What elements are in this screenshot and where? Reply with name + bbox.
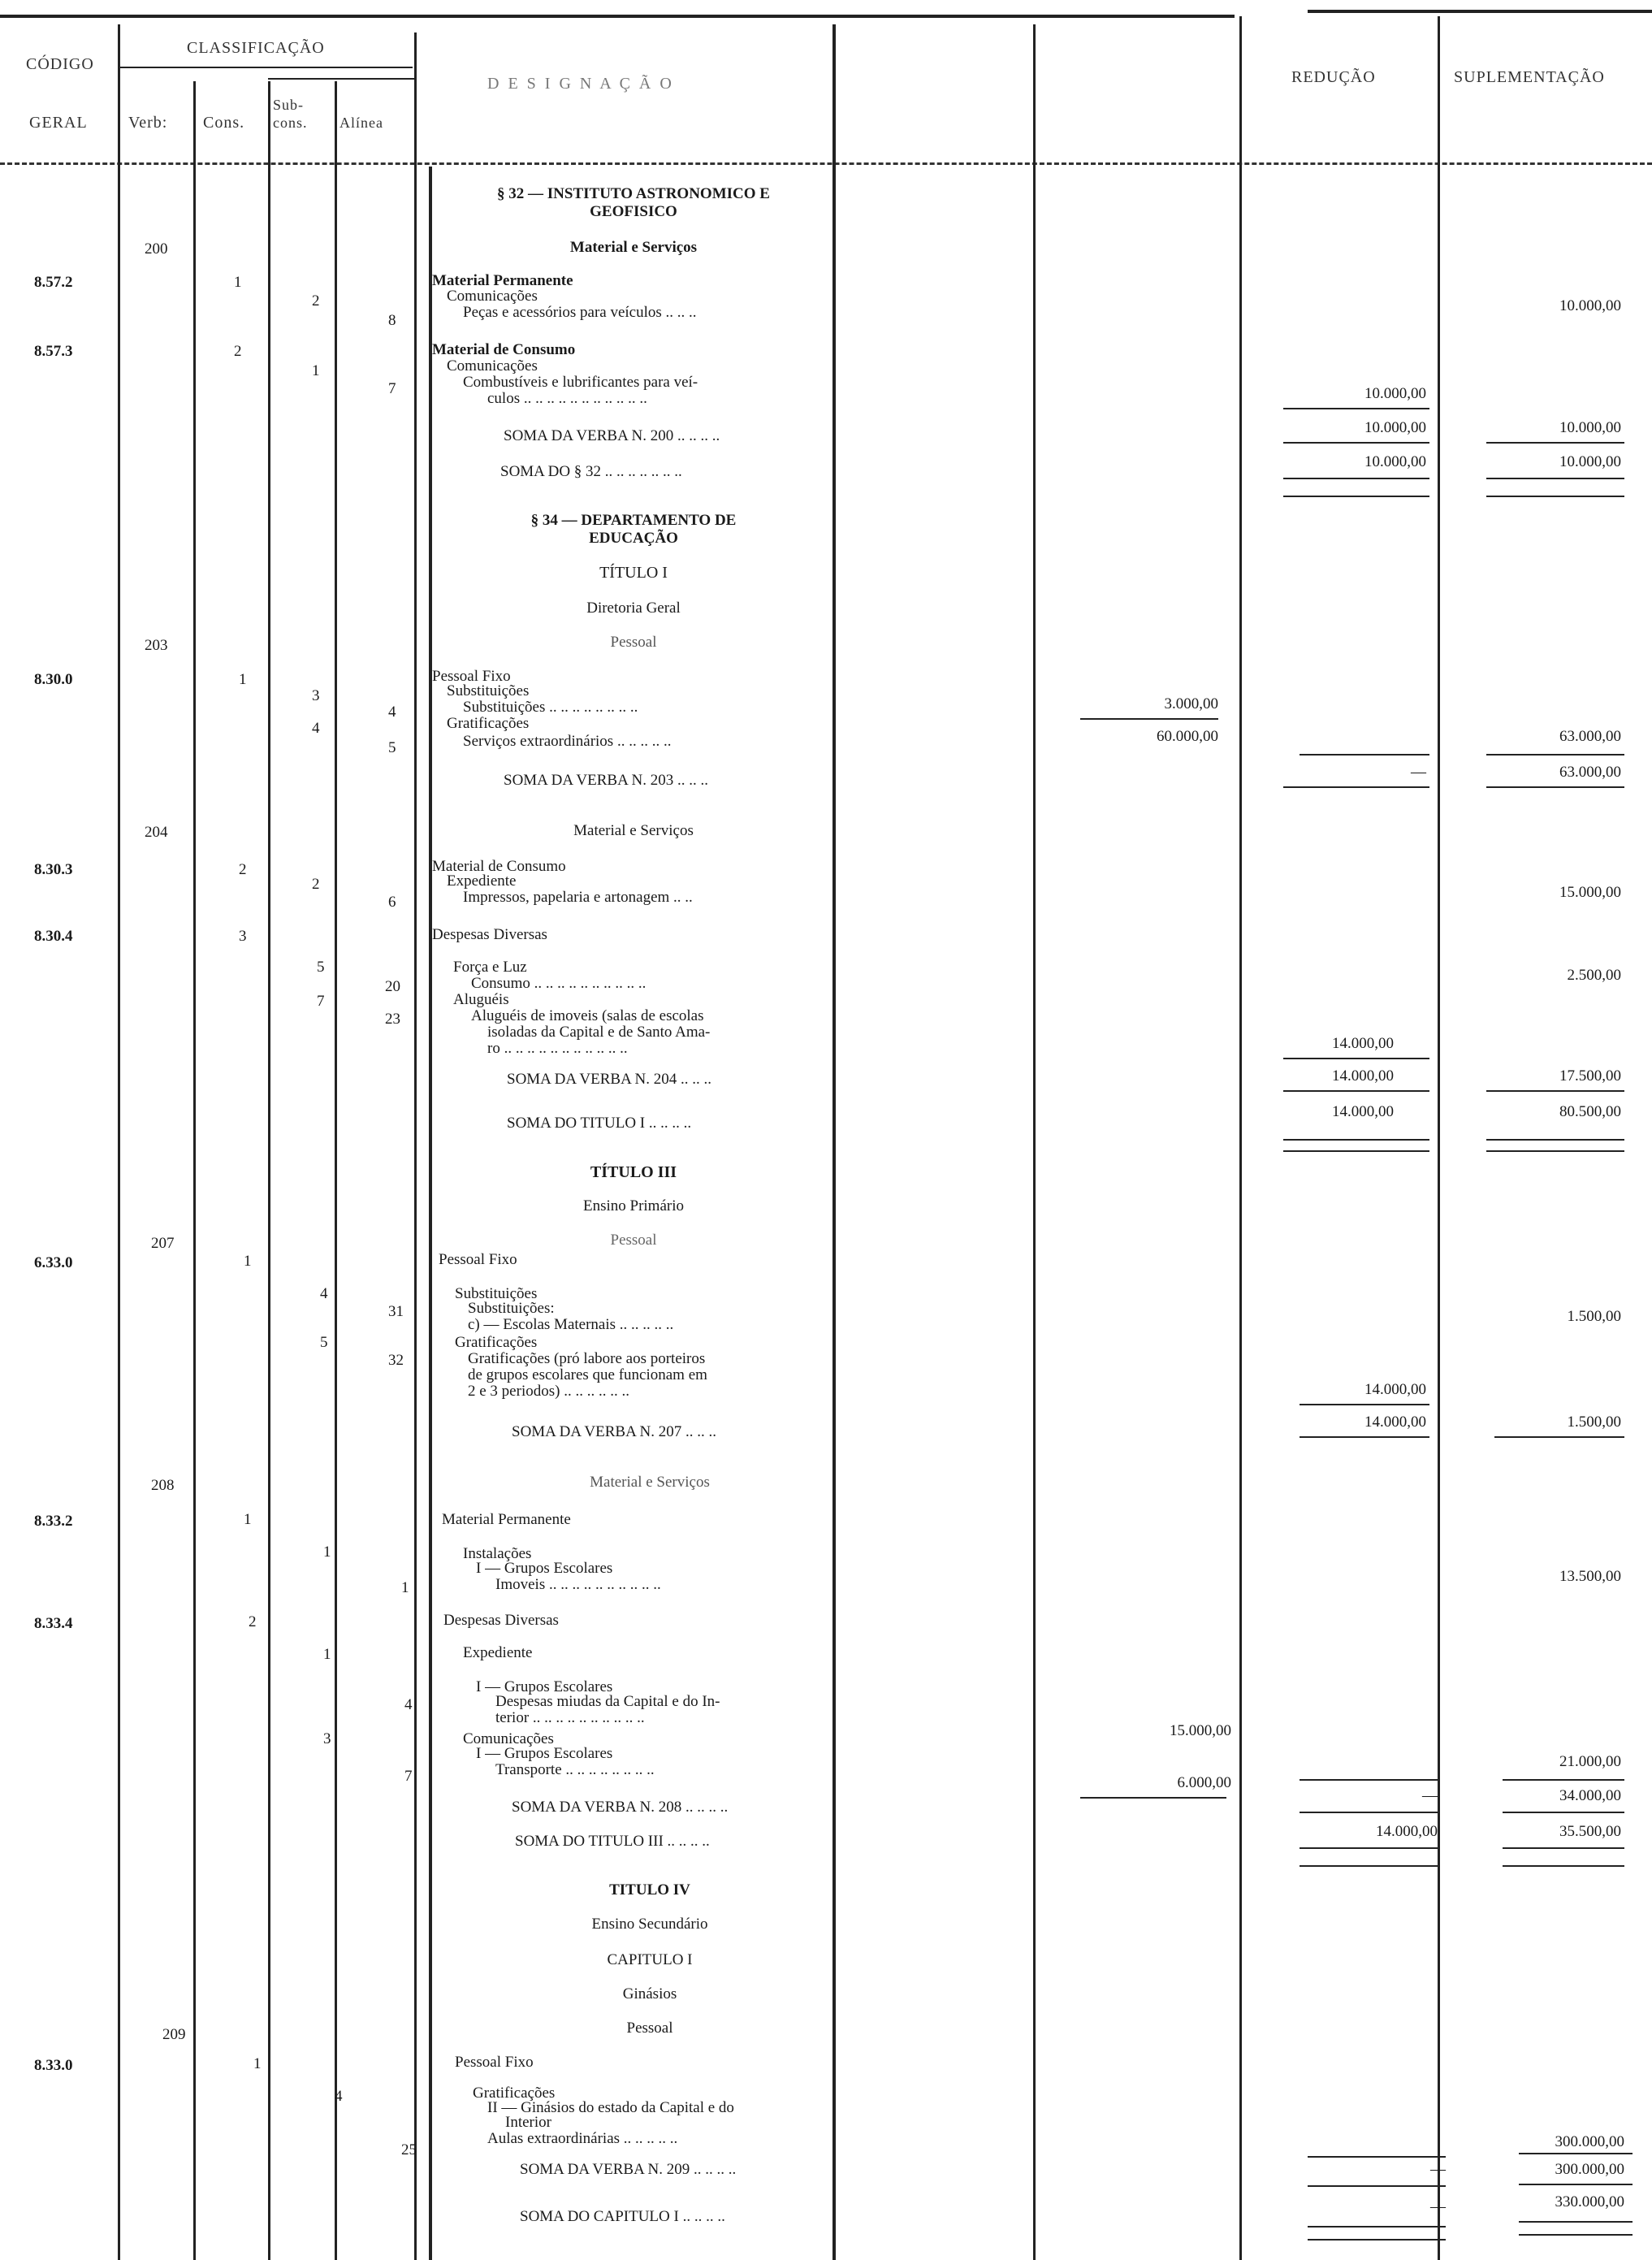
row-text: Comunicações (447, 288, 538, 305)
row-subcons: 1 (312, 362, 320, 379)
suplementacao-double-underline (1486, 1139, 1624, 1141)
row-text: Expediente (463, 1644, 533, 1661)
suplementacao-underline (1519, 2153, 1633, 2154)
header-cons: Cons. (203, 114, 245, 132)
row-verba: 203 (145, 637, 168, 654)
row-text: Despesas Diversas (432, 926, 547, 943)
suplementacao-underline (1519, 2184, 1633, 2185)
row-reducao: 10.000,00 (1364, 419, 1426, 436)
row-heading: Material e Serviços (590, 1474, 710, 1491)
row-total: SOMA DO TITULO III .. .. .. .. (515, 1833, 710, 1850)
row-total: SOMA DA VERBA N. 200 .. .. .. .. (504, 427, 720, 444)
row-reducao: — (1430, 2198, 1446, 2215)
row-reducao: 14.000,00 (1376, 1823, 1438, 1840)
row-total: SOMA DA VERBA N. 207 .. .. .. (512, 1423, 716, 1440)
row-reducao: 14.000,00 (1332, 1067, 1394, 1085)
reducao-double-underline (1300, 1865, 1438, 1867)
row-col4: 3.000,00 (1164, 695, 1218, 712)
row-text: terior .. .. .. .. .. .. .. .. .. .. (495, 1709, 645, 1726)
row-alinea: 1 (401, 1579, 409, 1596)
reducao-underline (1308, 2156, 1446, 2158)
row-section-title: TITULO IV (609, 1881, 690, 1898)
reducao-underline (1300, 1779, 1438, 1781)
row-verba: 200 (145, 240, 168, 258)
suplementacao-underline (1486, 786, 1624, 788)
row-suplementacao: 1.500,00 (1567, 1414, 1621, 1431)
row-text: Imoveis .. .. .. .. .. .. .. .. .. .. (495, 1576, 661, 1593)
row-suplementacao: 10.000,00 (1559, 297, 1621, 314)
row-text: Material Permanente (432, 272, 573, 289)
row-cons: 1 (244, 1511, 252, 1528)
header-designacao: D E S I G N A Ç Ã O (487, 75, 674, 93)
row-alinea: 20 (385, 978, 400, 995)
header-suplementacao: SUPLEMENTAÇÃO (1454, 68, 1605, 86)
col-rule-verba (193, 81, 196, 2260)
subcons-underline (268, 78, 414, 80)
row-heading: Pessoal (610, 634, 657, 651)
row-heading: Pessoal (610, 1232, 657, 1249)
row-suplementacao: 35.500,00 (1559, 1823, 1621, 1840)
row-text: Comunicações (463, 1730, 554, 1747)
row-total: SOMA DA VERBA N. 209 .. .. .. .. (520, 2161, 737, 2178)
col-rule-subcons (335, 81, 337, 2260)
col-rule-reducao (1239, 16, 1242, 2260)
row-codigo: 8.57.3 (34, 343, 73, 360)
reducao-underline (1283, 1090, 1429, 1092)
row-alinea: 4 (388, 704, 396, 721)
row-col4: 6.000,00 (1177, 1774, 1231, 1791)
row-alinea: 8 (388, 312, 396, 329)
row-cons: 1 (253, 2055, 262, 2072)
suplementacao-underline (1486, 754, 1624, 755)
row-suplementacao: 2.500,00 (1567, 967, 1621, 984)
row-subcons: 2 (312, 876, 320, 893)
row-suplementacao: 10.000,00 (1559, 453, 1621, 470)
row-text: de grupos escolares que funcionam em (468, 1366, 707, 1383)
row-text: Substituições (455, 1285, 538, 1302)
row-text: Combustíveis e lubrificantes para veí- (463, 374, 698, 391)
row-total: SOMA DA VERBA N. 208 .. .. .. .. (512, 1799, 729, 1816)
row-codigo: 8.30.3 (34, 861, 73, 878)
row-heading: Material e Serviços (569, 239, 698, 256)
row-reducao: 10.000,00 (1364, 385, 1426, 402)
reducao-underline (1300, 754, 1429, 755)
suplementacao-double-underline (1486, 496, 1624, 497)
row-suplementacao: 1.500,00 (1567, 1308, 1621, 1325)
row-suplementacao: 300.000,00 (1555, 2133, 1624, 2150)
classificacao-underline (120, 67, 413, 68)
row-cons: 1 (234, 274, 242, 291)
row-text: Peças e acessórios para veículos .. .. .. (463, 304, 697, 321)
col-rule-cons (268, 81, 270, 2260)
row-reducao: — (1411, 764, 1426, 781)
row-section-title: EDUCAÇÃO (589, 530, 678, 547)
row-suplementacao: 63.000,00 (1559, 728, 1621, 745)
row-text: Substituições (447, 682, 530, 699)
row-text: Material de Consumo (432, 341, 576, 358)
row-codigo: 8.30.0 (34, 671, 73, 688)
row-verba: 209 (162, 2026, 186, 2043)
row-text: c) — Escolas Maternais .. .. .. .. .. (468, 1316, 674, 1333)
row-subcons: 4 (335, 2088, 343, 2105)
row-text: Pessoal Fixo (439, 1251, 517, 1268)
row-verba: 208 (151, 1477, 175, 1494)
row-total: SOMA DO § 32 .. .. .. .. .. .. .. (500, 463, 682, 480)
row-alinea: 5 (388, 739, 396, 756)
row-suplementacao: 300.000,00 (1555, 2161, 1624, 2178)
row-text: isoladas da Capital e de Santo Ama- (487, 1024, 711, 1041)
suplementacao-underline (1503, 1779, 1624, 1781)
row-subcons: 1 (323, 1646, 331, 1663)
row-suplementacao: 34.000,00 (1559, 1787, 1621, 1804)
reducao-underline (1300, 1436, 1429, 1438)
row-subcons: 5 (320, 1334, 328, 1351)
row-section-title: TÍTULO III (590, 1163, 677, 1181)
row-suplementacao: 330.000,00 (1555, 2193, 1624, 2210)
row-subcons: 4 (312, 720, 320, 737)
row-text: Material de Consumo (432, 858, 566, 875)
row-codigo: 8.57.2 (34, 274, 73, 291)
row-section-title: § 34 — DEPARTAMENTO DE (530, 512, 737, 529)
row-text: Interior (505, 2114, 551, 2131)
row-text: Pessoal Fixo (455, 2054, 534, 2071)
suplementacao-double-underline (1503, 1847, 1624, 1849)
row-heading: Ensino Secundário (591, 1916, 708, 1933)
row-cons: 1 (239, 671, 247, 688)
row-text: Material Permanente (442, 1511, 571, 1528)
reducao-double-underline (1283, 496, 1429, 497)
reducao-underline (1283, 786, 1429, 788)
row-text: II — Ginásios do estado da Capital e do (487, 2099, 734, 2116)
row-cons: 3 (239, 928, 247, 945)
row-total: SOMA DO CAPITULO I .. .. .. .. (520, 2208, 725, 2225)
row-cons: 2 (249, 1613, 257, 1630)
row-alinea: 32 (388, 1352, 404, 1369)
row-text: Instalações (463, 1545, 532, 1562)
reducao-underline (1283, 408, 1429, 409)
header-classificacao: CLASSIFICAÇÃO (187, 39, 325, 57)
header-geral: GERAL (29, 114, 88, 132)
reducao-underline (1283, 1058, 1429, 1059)
row-suplementacao: 15.000,00 (1559, 884, 1621, 901)
col4-underline (1080, 718, 1218, 720)
row-text: Consumo .. .. .. .. .. .. .. .. .. .. (471, 975, 647, 992)
row-text: Gratificações (473, 2085, 556, 2102)
reducao-double-underline (1308, 2226, 1446, 2228)
suplementacao-underline (1486, 1090, 1624, 1092)
header-top-rule (0, 15, 1235, 18)
row-verba: 207 (151, 1235, 175, 1252)
row-total: SOMA DA VERBA N. 203 .. .. .. (504, 772, 708, 789)
row-reducao: 14.000,00 (1364, 1414, 1426, 1431)
suplementacao-underline (1486, 442, 1624, 444)
header-verba: Verb: (128, 114, 168, 132)
row-subcons: 4 (320, 1285, 328, 1302)
row-suplementacao: 17.500,00 (1559, 1067, 1621, 1085)
row-text: Transporte .. .. .. .. .. .. .. .. (495, 1761, 655, 1778)
reducao-double-underline (1283, 478, 1429, 479)
row-alinea: 23 (385, 1011, 400, 1028)
reducao-double-underline (1283, 1139, 1429, 1141)
reducao-double-underline (1308, 2239, 1446, 2241)
reducao-underline (1283, 442, 1429, 444)
row-reducao: — (1430, 2161, 1446, 2178)
row-heading: Ensino Primário (582, 1197, 685, 1214)
row-text: Impressos, papelaria e artonagem .. .. (463, 889, 693, 906)
row-alinea: 6 (388, 894, 396, 911)
row-codigo: 8.30.4 (34, 928, 73, 945)
row-text: Gratificações (455, 1334, 538, 1351)
row-cons: 1 (244, 1253, 252, 1270)
row-heading: Ginásios (622, 1985, 677, 2002)
row-text: Substituições .. .. .. .. .. .. .. .. (463, 699, 638, 716)
row-text: Despesas miudas da Capital e do In- (495, 1693, 720, 1710)
reducao-underline (1300, 1404, 1429, 1405)
row-subcons: 2 (312, 292, 320, 310)
suplementacao-underline (1494, 1436, 1624, 1438)
row-heading: Diretoria Geral (586, 600, 681, 617)
row-subcons: 7 (317, 993, 325, 1010)
row-alinea: 25 (401, 2141, 417, 2158)
row-text: Força e Luz (453, 959, 527, 976)
row-reducao: 14.000,00 (1332, 1035, 1394, 1052)
row-text: Gratificações (pró labore aos porteiros (468, 1350, 706, 1367)
reducao-underline (1300, 1812, 1438, 1813)
row-suplementacao: 10.000,00 (1559, 419, 1621, 436)
row-alinea: 4 (404, 1696, 413, 1713)
reducao-underline (1308, 2185, 1446, 2187)
suplementacao-double-underline (1503, 1865, 1624, 1867)
row-text: I — Grupos Escolares (476, 1560, 613, 1577)
col-rule-designacao-left (429, 167, 432, 2260)
row-codigo: 6.33.0 (34, 1254, 73, 1271)
row-text: Aluguéis (453, 991, 509, 1008)
row-section-title: GEOFISICO (590, 203, 677, 220)
row-reducao: — (1422, 1787, 1438, 1804)
header-codigo: CÓDIGO (26, 55, 94, 73)
row-text: Despesas Diversas (443, 1612, 559, 1629)
row-text: I — Grupos Escolares (476, 1745, 613, 1762)
row-suplementacao: 21.000,00 (1559, 1753, 1621, 1770)
col-rule-alinea (414, 32, 417, 2260)
row-text: ro .. .. .. .. .. .. .. .. .. .. .. (487, 1040, 628, 1057)
row-heading: Pessoal (626, 2020, 673, 2037)
row-codigo: 8.33.0 (34, 2057, 73, 2074)
row-subcons: 3 (312, 687, 320, 704)
row-heading: Material e Serviços (573, 822, 694, 839)
reducao-double-underline (1300, 1847, 1438, 1849)
row-codigo: 8.33.2 (34, 1513, 73, 1530)
row-text: Expediente (447, 872, 517, 890)
row-total: SOMA DA VERBA N. 204 .. .. .. (507, 1071, 711, 1088)
row-text: Gratificações (447, 715, 530, 732)
row-col4: 15.000,00 (1170, 1722, 1231, 1739)
col-rule-codigo (118, 24, 120, 2260)
col-rule-suplementacao (1438, 16, 1440, 2260)
row-col4: 60.000,00 (1157, 728, 1218, 745)
row-subcons: 5 (317, 959, 325, 976)
row-section-title: § 32 — INSTITUTO ASTRONOMICO E (497, 185, 770, 202)
row-text: Aulas extraordinárias .. .. .. .. .. (487, 2130, 678, 2147)
col-rule-col4 (1033, 24, 1036, 2260)
row-text: I — Grupos Escolares (476, 1678, 613, 1695)
row-text: Comunicações (447, 357, 538, 375)
row-heading: CAPITULO I (607, 1951, 693, 1968)
row-text: Substituições: (468, 1300, 555, 1317)
row-heading: TÍTULO I (599, 564, 668, 582)
row-text: Serviços extraordinários .. .. .. .. .. (463, 733, 672, 750)
reducao-double-underline (1283, 1150, 1429, 1152)
header-reducao: REDUÇÃO (1291, 68, 1376, 86)
suplementacao-double-underline (1486, 478, 1624, 479)
suplementacao-double-underline (1486, 1150, 1624, 1152)
row-reducao: 10.000,00 (1364, 453, 1426, 470)
suplementacao-double-underline (1519, 2221, 1633, 2223)
header-subcons: Sub- cons. (273, 97, 308, 131)
header-alinea: Alínea (339, 115, 383, 131)
col4-underline (1080, 1797, 1226, 1799)
header-bottom-rule (0, 162, 1652, 165)
row-verba: 204 (145, 824, 168, 841)
row-suplementacao: 13.500,00 (1559, 1568, 1621, 1585)
row-reducao: 14.000,00 (1332, 1103, 1394, 1120)
row-subcons: 1 (323, 1543, 331, 1561)
row-cons: 2 (239, 861, 247, 878)
suplementacao-underline (1503, 1812, 1624, 1813)
row-subcons: 3 (323, 1730, 331, 1747)
row-suplementacao: 80.500,00 (1559, 1103, 1621, 1120)
row-text: culos .. .. .. .. .. .. .. .. .. .. .. (487, 390, 647, 407)
row-suplementacao: 63.000,00 (1559, 764, 1621, 781)
row-alinea: 31 (388, 1303, 404, 1320)
header-top-rule-right (1308, 10, 1652, 13)
row-cons: 2 (234, 343, 242, 360)
row-alinea: 7 (404, 1768, 413, 1785)
row-total: SOMA DO TITULO I .. .. .. .. (507, 1115, 692, 1132)
row-reducao: 14.000,00 (1364, 1381, 1426, 1398)
row-codigo: 8.33.4 (34, 1615, 73, 1632)
row-alinea: 7 (388, 380, 396, 397)
row-text: 2 e 3 periodos) .. .. .. .. .. .. (468, 1383, 629, 1400)
suplementacao-double-underline (1519, 2234, 1633, 2236)
row-text: Pessoal Fixo (432, 668, 511, 685)
row-text: Aluguéis de imoveis (salas de escolas (471, 1007, 704, 1024)
